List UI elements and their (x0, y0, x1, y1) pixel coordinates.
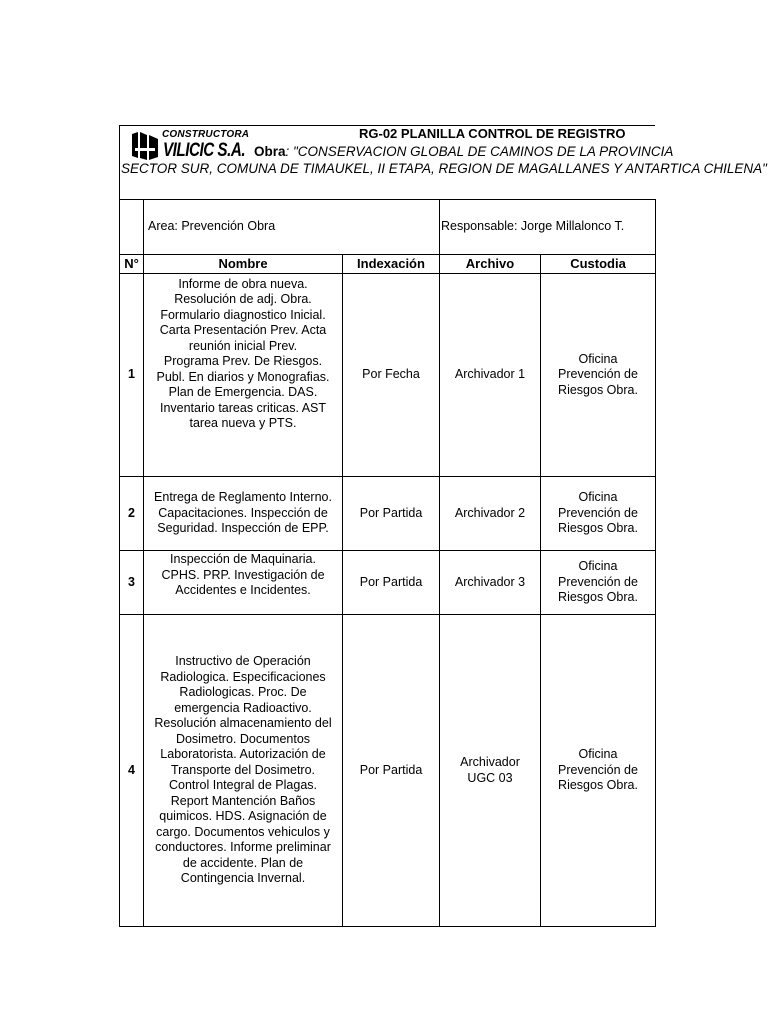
info-row (120, 200, 656, 255)
cell-line: Riesgos Obra. (558, 590, 638, 605)
cell-line: Oficina (578, 747, 618, 762)
cell-line: Archivador (460, 755, 520, 769)
obra-line-continuation: SECTOR SUR, COMUNA DE TIMAUKEL, II ETAPA, REGION DE MAGALLANES Y ANTARTICA CHILENA" (121, 161, 767, 176)
cell-line: Resolución de adj. Obra. (174, 292, 312, 306)
cell-line: Oficina (578, 351, 618, 366)
cell-line: Radiologicas. Proc. De (179, 685, 307, 700)
cell-line: Inspección de Maquinaria. (170, 552, 316, 567)
cell-line: cargo. Documentos vehiculos y (156, 824, 330, 839)
cell-line: Formulario diagnostico Inicial. (160, 307, 326, 322)
archivo-cell (440, 615, 541, 927)
cell-line: UGC 03 (467, 770, 513, 785)
row-number: 4 (120, 615, 144, 927)
custodia-cell (541, 477, 656, 551)
cell-line: Accidentes e Incidentes. (175, 583, 311, 598)
cell-line: Entrega de Reglamento Interno. (154, 490, 332, 505)
nombre-cell (144, 615, 343, 927)
cell-line: Prevención de (558, 574, 638, 589)
custodia-cell (541, 551, 656, 615)
cell-line: Capacitaciones. Inspección de (158, 505, 328, 520)
cell-line: Archivador 3 (454, 574, 526, 589)
cell-line: Riesgos Obra. (558, 521, 638, 536)
cell-line: Oficina (578, 559, 618, 574)
cell-line: Informe de obra nueva. (178, 276, 308, 291)
custodia-cell (541, 274, 656, 477)
control-table (119, 199, 656, 927)
cell-line: tarea nueva y PTS. (189, 416, 297, 430)
cell-line: reunión inicial Prev. (188, 338, 298, 353)
cell-line: quimicos. HDS. Asignación de (159, 809, 327, 824)
logo-company-name: VILICIC S.A. (163, 140, 246, 161)
col-header-custodia: Custodia (541, 255, 656, 274)
cell-line: Archivador 1 (454, 367, 526, 382)
indexacion-cell: Por Partida (343, 551, 440, 615)
custodia-cell (541, 615, 656, 927)
nombre-cell (144, 477, 343, 551)
indexacion-cell: Por Fecha (343, 274, 440, 477)
cell-line: Prevención de (558, 367, 638, 382)
cell-line: Seguridad. Inspección de EPP. (157, 521, 329, 536)
cell-line: Radiologica. Especificaciones (160, 669, 326, 684)
cell-line: conductores. Informe preliminar (155, 840, 331, 855)
cell-line: Instructivo de Operación (175, 654, 311, 669)
indexacion-cell: Por Partida (343, 477, 440, 551)
row-number: 2 (120, 477, 144, 551)
cell-line: Prevención de (558, 505, 638, 520)
cell-line: Plan de Emergencia. DAS. (168, 385, 318, 399)
col-header-nombre: Nombre (144, 255, 343, 274)
col-header-archivo: Archivo (440, 255, 541, 274)
cell-line: CPHS. PRP. Investigación de (161, 567, 325, 582)
header-row (120, 255, 656, 274)
row-number: 3 (120, 551, 144, 615)
cell-line: Riesgos Obra. (558, 382, 638, 397)
nombre-cell (144, 551, 343, 615)
cell-line: Report Mantención Baños (170, 793, 316, 808)
cell-line: Contingencia Invernal. (180, 871, 306, 886)
obra-text: : "CONSERVACION GLOBAL DE CAMINOS DE LA PROVINCIA (285, 144, 674, 159)
obra-label: Obra (254, 144, 286, 159)
obra-line (254, 144, 674, 162)
indexacion-cell: Por Partida (343, 615, 440, 927)
nombre-cell (144, 274, 343, 477)
cell-line: Riesgos Obra. (558, 778, 638, 793)
area-cell: Area: Prevención Obra (144, 200, 440, 255)
table-row (120, 274, 656, 477)
document-title: RG-02 PLANILLA CONTROL DE REGISTRO (359, 126, 626, 141)
cell-line: emergencia Radioactivo. (174, 700, 312, 715)
frame-left-border (119, 125, 120, 199)
cell-line: Transporte del Dosimetro. (170, 762, 316, 777)
cell-line: Laboratorista. Autorización de (160, 747, 326, 762)
cell-line: Archivador 2 (454, 505, 526, 520)
cell-line: Programa Prev. De Riesgos. (163, 354, 323, 368)
cell-line: Dosimetro. Documentos (175, 731, 311, 746)
table-row (120, 615, 656, 927)
company-logo-mark-icon (130, 130, 160, 160)
cell-line: Carta Presentación Prev. Acta (159, 323, 327, 337)
archivo-cell (440, 274, 541, 477)
cell-line: Prevención de (558, 762, 638, 777)
cell-line: Resolución almacenamiento del (154, 716, 332, 731)
logo-top-text: CONSTRUCTORA (162, 129, 250, 140)
archivo-cell (440, 477, 541, 551)
row-number: 1 (120, 274, 144, 477)
col-header-num: N° (120, 255, 144, 274)
cell-line: Inventario tareas criticas. AST (159, 400, 327, 415)
cell-line: Publ. En diarios y Monografias. (156, 369, 330, 384)
responsable-cell: Responsable: Jorge Millalonco T. (440, 200, 656, 255)
table-row (120, 477, 656, 551)
info-blank-cell (120, 200, 144, 255)
col-header-indexacion: Indexación (343, 255, 440, 274)
company-logo (130, 128, 250, 162)
cell-line: Control Integral de Plagas. (168, 778, 317, 793)
cell-line: de accidente. Plan de (182, 855, 304, 870)
table-row (120, 551, 656, 615)
cell-line: Oficina (578, 490, 618, 505)
archivo-cell (440, 551, 541, 615)
